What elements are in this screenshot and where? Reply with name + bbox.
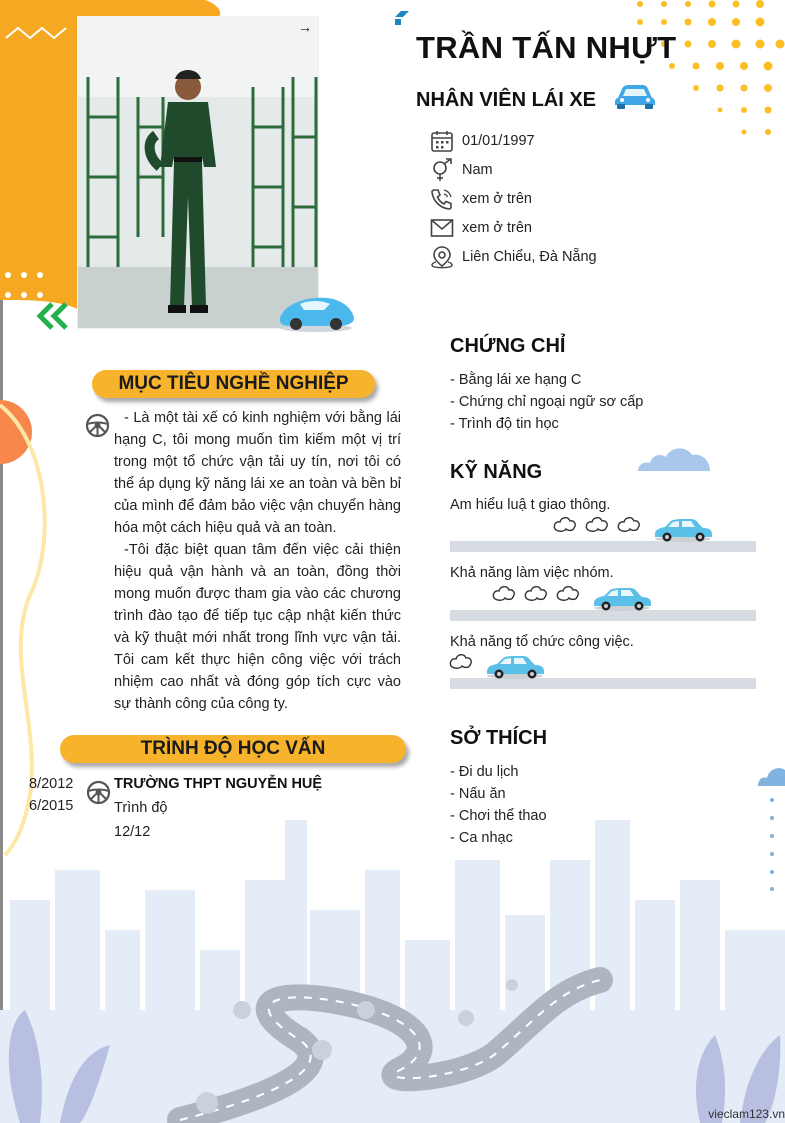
city-skyline-background — [0, 820, 785, 1123]
certificate-item: - Chứng chỉ ngoại ngữ sơ cấp — [450, 394, 644, 410]
exhaust-puff-icon — [525, 587, 546, 601]
hobby-item: - Nấu ăn — [450, 786, 506, 802]
objective-text — [114, 407, 401, 715]
job-title: NHÂN VIÊN LÁI XE — [416, 89, 597, 111]
objective-paragraph-1: - Là một tài xế có kinh nghiệm với bằng lái hạng C, tôi mong muốn tìm kiếm một vị trí trong một tổ chức vận tải uy tín, nơi tôi có thể áp dụng kỹ năng lái xe an toàn và bền bỉ của mình để đảm bảo việc vận chuyển hàng hóa một cách hiệu quả và an toàn. — [114, 410, 401, 536]
phone-value: xem ở trên — [462, 191, 532, 207]
hobby-item: - Đi du lịch — [450, 764, 519, 780]
objective-paragraph-2: -Tôi đặc biệt quan tâm đến việc cải thiện hiệu quả vận hành và an toàn, đồng thời mong muốn được tham gia vào các chương trình đào tạo để tiếp tục cập nhật kiến thức và kỹ thuật mới nhất trong lĩnh vực vận tải. Tôi cam kết thực hiện công việc với trách nhiệm cao nhất và đóng góp tích cực vào sự thành công của công ty. — [114, 542, 401, 712]
certificates-heading: CHỨNG CHỈ — [450, 335, 566, 357]
exhaust-puff-icon — [493, 587, 514, 601]
email-value: xem ở trên — [462, 220, 532, 236]
skill-label: Am hiểu luậ t giao thông. — [450, 497, 611, 513]
skill-progress-car — [449, 652, 545, 687]
hobby-item: - Ca nhạc — [450, 830, 513, 846]
left-curve-decoration — [0, 395, 60, 865]
exhaust-puff-icon — [587, 518, 608, 532]
car-icon — [594, 588, 651, 611]
skill-label: Khả năng tổ chức công việc. — [450, 634, 634, 650]
car-icon — [487, 656, 544, 679]
exhaust-puff-icon — [450, 655, 471, 669]
objective-heading: MỤC TIÊU NGHỀ NGHIỆP — [92, 370, 375, 398]
birthday-value: 01/01/1997 — [462, 133, 535, 149]
address-value: Liên Chiểu, Đà Nẵng — [462, 249, 597, 265]
mail-icon — [430, 216, 454, 240]
skills-heading: KỸ NĂNG — [450, 461, 543, 483]
hobbies-list — [450, 761, 547, 849]
exhaust-puff-icon — [555, 518, 576, 532]
gender-value: Nam — [462, 162, 493, 178]
certificates-list — [450, 369, 643, 435]
skill-progress-car — [553, 515, 713, 550]
steering-wheel-icon — [85, 413, 110, 438]
yellow-dots-decoration — [632, 0, 785, 150]
exhaust-puff-icon — [619, 518, 640, 532]
car-icon — [614, 82, 656, 110]
education-level-value: 12/12 — [114, 824, 151, 840]
skill-progress-car — [492, 584, 652, 619]
candidate-name: TRẦN TẤN NHỰT — [416, 30, 677, 65]
cloud-icon — [636, 443, 712, 473]
calendar-icon — [430, 129, 454, 153]
email-row — [430, 216, 532, 240]
exhaust-puff-icon — [557, 587, 578, 601]
hobby-item: - Chơi thể thao — [450, 808, 547, 824]
car-icon — [655, 519, 712, 542]
right-cloud-decoration — [756, 758, 785, 893]
phone-icon — [430, 187, 454, 211]
education-heading: TRÌNH ĐỘ HỌC VẤN — [60, 735, 406, 763]
steering-wheel-icon — [86, 780, 111, 805]
education-level-label: Trình độ — [114, 800, 168, 816]
profile-photo — [78, 17, 318, 328]
certificate-item: - Bằng lái xe hạng C — [450, 372, 582, 388]
phone-row — [430, 187, 532, 211]
birthday-row — [430, 129, 535, 153]
skill-label: Khả năng làm việc nhóm. — [450, 565, 614, 581]
logo-mark-icon — [393, 9, 411, 27]
location-icon — [430, 245, 454, 269]
gender-row — [430, 158, 493, 182]
gender-icon — [430, 158, 454, 182]
education-end-date: 6/2015 — [29, 798, 74, 814]
arrow-icon: → — [298, 19, 312, 35]
certificate-item: - Trình độ tin học — [450, 416, 559, 432]
education-start-date: 8/2012 — [29, 776, 74, 792]
sports-car-icon — [276, 290, 356, 334]
school-name: TRƯỜNG THPT NGUYỄN HUỆ — [114, 776, 323, 792]
address-row — [430, 245, 597, 269]
hobbies-heading: SỞ THÍCH — [450, 727, 548, 749]
footer-brand: vieclam123.vn — [708, 1107, 785, 1121]
